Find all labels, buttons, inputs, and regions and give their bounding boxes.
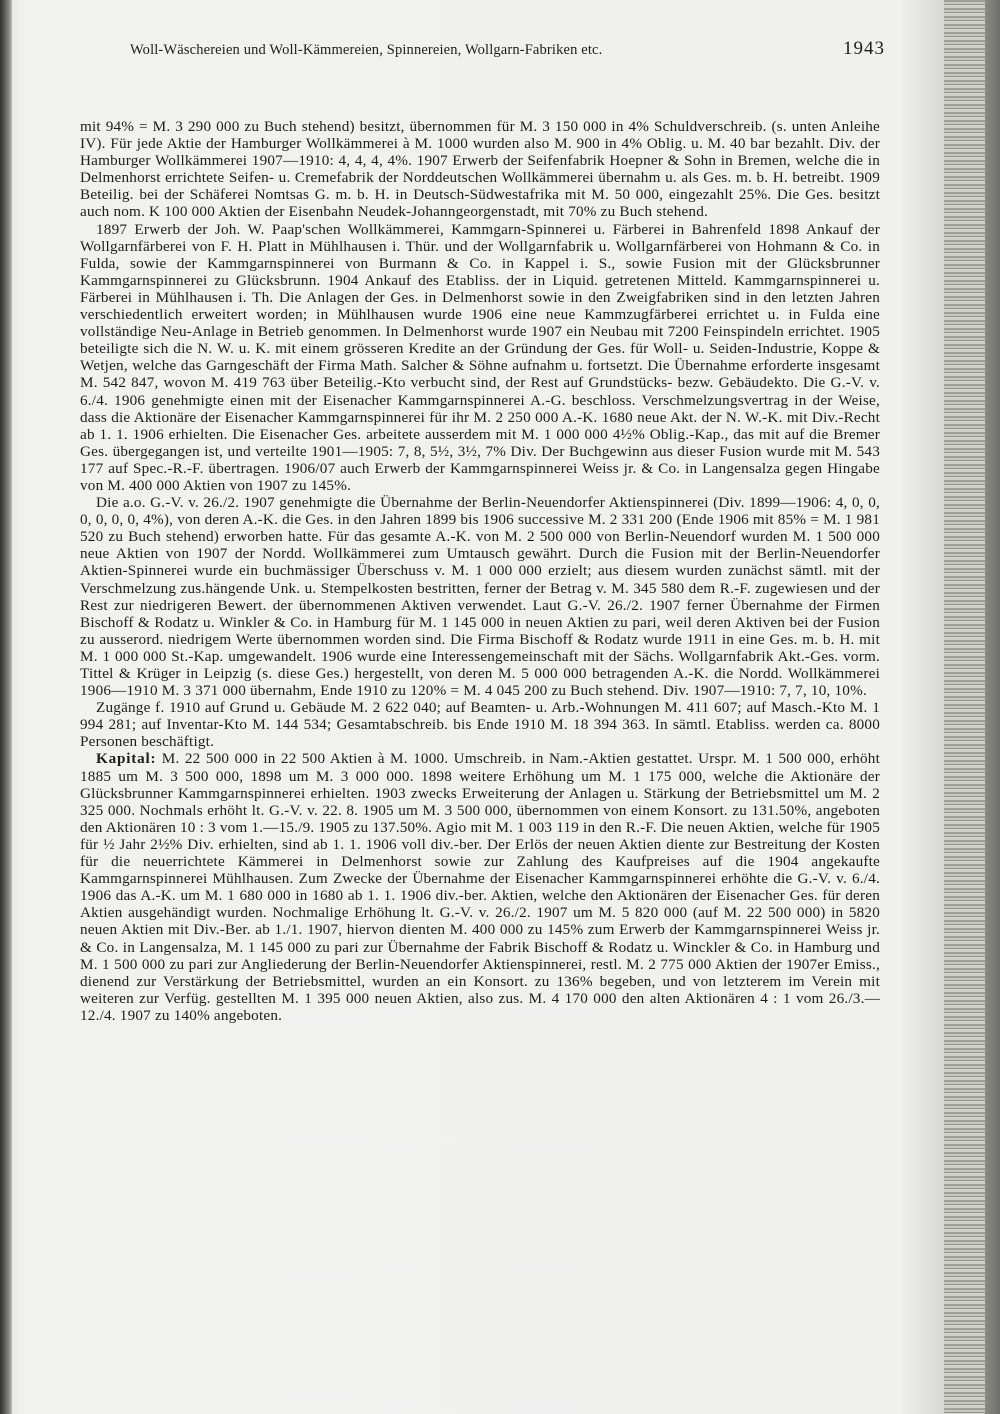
page-number: 1943 <box>843 38 885 59</box>
scan-border-right <box>985 0 1000 1414</box>
paragraph-3: Die a.o. G.-V. v. 26./2. 1907 genehmigte die Übernahme der Berlin-Neuendorfer Aktienspinnerei (Div. 1899—1906: 4, 0, 0, 0, 0, 0, 0, 4%), von deren A.-K. die Ges. in den Jahren 1899 bis 1906 successive M. 2 331 200 (Ende 1906 mit 85% = M. 1 981 520 zu Buch stehend) erworben hatte. Für das gesamte A.-K. von M. 2 500 000 von Berlin-Neuendorf wurden M. 1 500 000 neue Aktien von 1907 der Nordd. Wollkämmerei zum Umtausch gewährt. Durch die Fusion mit der Berlin-Neuendorfer Aktien-Spinnerei wurde ein buchmässiger Überschuss v. M. 1 000 000 erzielt; aus diesem wurden zunächst sämtl. mit der Verschmelzung zus.hängende Unk. u. Stempelkosten bestritten, ferner der Betrag v. M. 345 580 dem R.-F. zugewiesen und der Rest zur niedrigeren Bewert. der übernommenen Aktiven verwendet. Laut G.-V. 26./2. 1907 ferner Übernahme der Firmen Bischoff & Rodatz u. Winkler & Co. in Hamburg für M. 1 145 000 in neuen Aktien zu pari, weil deren Aktiven bei der Fusion zu ausserord. niedrigem Werte übernommen worden sind. Die Firma Bischoff & Rodatz wurde 1911 in eine Ges. m. b. H. mit M. 1 000 000 St.-Kap. umgewandelt. 1906 wurde eine Interessengemeinschaft mit der Sächs. Wollgarnfabrik Akt.-Ges. vorm. Tittel & Krüger in Leipzig (s. diese Ges.) hergestellt, von deren M. 5 000 000 betragenden A.-K. die Nordd. Wollkämmerei 1906—1910 M. 3 371 000 übernahm, Ende 1910 zu 120% = M. 4 045 200 zu Buch stehend. Div. 1907—1910: 7, 7, 10, 10%. <box>80 494 880 700</box>
binding-shadow-left <box>0 0 12 1414</box>
paragraph-4: Zugänge f. 1910 auf Grund u. Gebäude M. 2 622 040; auf Beamten- u. Arb.-Wohnungen M. 411 607; auf Masch.-Kto M. 1 994 281; auf Inventar-Kto M. 144 534; Gesamtabschreib. bis Ende 1910 M. 18 394 363. In sämtl. Etabliss. werden ca. 8000 Personen beschäftigt. <box>80 699 880 751</box>
running-header <box>80 38 885 68</box>
page-content <box>80 38 885 1024</box>
kapital-section <box>80 750 880 1024</box>
kapital-label: Kapital: <box>96 750 157 768</box>
header-title: Woll-Wäschereien und Woll-Kämmereien, Spinnereien, Wollgarn-Fabriken etc. <box>130 42 603 58</box>
paragraph-2: 1897 Erwerb der Joh. W. Paap'schen Wollkämmerei, Kammgarn-Spinnerei u. Färberei in Bahrenfeld 1898 Ankauf der Wollgarnfärberei von F. H. Platt in Mühlhausen i. Thür. und der Wollgarnfabrik u. Wollgarnfärberei von Hohmann & Co. in Fulda, sowie der Kammgarnspinnerei von Burmann & Co. in Kappel i. S., sowie Fusion mit der Glücksbrunner Kammgarnspinnerei zu Glücksbrunn. 1904 Ankauf des Etabliss. der in Liquid. getretenen Mitteld. Kammgarnspinnerei u. Färberei in Mühlhausen i. Th. Die Anlagen der Ges. in Delmenhorst sowie in den Zweigfabriken sind in den letzten Jahren verschiedentlich erweitert worden; in Mühlhausen wurde 1906 eine neue Kammzugfärberei errichtet u. in Fulda eine vollständige Neu-Anlage in Betrieb genommen. In Delmenhorst wurde 1907 ein Neubau mit 7200 Feinspindeln errichtet. 1905 beteiligte sich die N. W. u. K. mit einem grösseren Kredite an der Gründung der Ges. für Woll- u. Seiden-Industrie, Koppe & Wetjen, welche das Garngeschäft der Firma Math. Salcher & Söhne aufnahm u. fortsetzt. Die Übernahme erforderte insgesamt M. 542 847, wovon M. 419 763 über Beteilig.-Kto verbucht sind, der Rest auf Grundstücks- bezw. Gebäudekto. Die G.-V. v. 6./4. 1906 genehmigte einen mit der Eisenacher Kammgarnspinnerei A.-G. beschloss. Verschmelzungsvertrag in der Weise, dass die Aktionäre der Eisenacher Kammgarnspinnerei für ihr M. 2 250 000 A.-K. 1680 neue Akt. der N. W.-K. mit Div.-Recht ab 1. 1. 1906 erhielten. Die Eisenacher Ges. arbeitete ausserdem mit M. 1 000 000 4½% Oblig.-Kap., das mit auf die Bremer Ges. übergegangen ist, und verteilte 1901—1905: 7, 8, 5½, 3½, 7% Div. Der Buchgewinn aus dieser Fusion wurde mit M. 543 177 auf Spec.-R.-F. übertragen. 1906/07 auch Erwerb der Kammgarnspinnerei Weiss jr. & Co. in Langensalza gegen Hingabe von M. 400 000 Aktien von 1907 zu 145%. <box>80 220 880 494</box>
kapital-text: M. 22 500 000 in 22 500 Aktien à M. 1000. Umschreib. in Nam.-Aktien gestattet. Urspr. M. 1 500 000, erhöht 1885 um M. 3 500 000, 1898 um M. 3 000 000. 1898 weitere Erhöhung um M. 1 175 000, welche die Aktionäre der Glücksbrunner Kammgarnspinnerei erhielten. 1903 zwecks Erweiterung der Anlagen u. Stärkung der Betriebsmittel um M. 2 325 000. Nochmals erhöht lt. G.-V. v. 22. 8. 1905 um M. 3 500 000, übernommen von einem Konsort. zu 131.50%, angeboten den Aktionären 10 : 3 vom 1.—15./9. 1905 zu 137.50%. Agio mit M. 1 003 119 in den R.-F. Die neuen Aktien, welche für 1905 für ½ Jahr 2½% Div. erhielten, sind ab 1. 1. 1906 voll div.-ber. Der Erlös der neuen Aktien diente zur Bestreitung der Kosten für die neuerrichtete Kämmerei in Delmenhorst sowie zur Zahlung des Kaufpreises auf die 1904 angekaufte Kammgarnspinnerei Mühlhausen. Zum Zwecke der Übernahme der Eisenacher Kammgarnspinnerei erhöhte die G.-V. v. 6./4. 1906 das A.-K. um M. 1 680 000 in 1680 ab 1. 1. 1906 div.-ber. Aktien, welche den Aktionären der Eisenacher Ges. für deren Aktien ausgehändigt wurden. Nochmalige Erhöhung lt. G.-V. v. 26./2. 1907 um M. 5 820 000 (auf M. 22 500 000) in 5820 neuen Aktien mit Div.-Ber. ab 1./1. 1907, hiervon dienten M. 400 000 zu 145% zum Erwerb der Kammgarnspinnerei Weiss jr. & Co. in Langensalza, M. 1 145 000 zu pari zur Übernahme der Fabrik Bischoff & Rodatz u. Winckler & Co. in Hamburg und M. 1 500 000 zu pari zur Angliederung der Berlin-Neuendorfer Aktienspinnerei, restl. M. 2 775 000 Aktien der 1907er Emiss., dienend zur Verstärkung der Betriebsmittel, wurden an ein Konsort. zu 136% begeben, und von letzterem im Verein mit weiteren zur Verfüg. gestellten M. 1 395 000 neuen Aktien, also zus. M. 4 170 000 den alten Aktionären 4 : 1 vom 26./3.—12./4. 1907 zu 140% angeboten. <box>80 750 880 1024</box>
paragraph-1: mit 94% = M. 3 290 000 zu Buch stehend) besitzt, übernommen für M. 3 150 000 in 4% Schuldverschreib. (s. unten Anleihe IV). Für jede Aktie der Hamburger Wollkämmerei à M. 1000 wurden also M. 900 in 4% Oblig. u. M. 40 bar bezahlt. Div. der Hamburger Wollkämmerei 1907—1910: 4, 4, 4, 4%. 1907 Erwerb der Seifenfabrik Hoepner & Sohn in Bremen, welche die in Delmenhorst errichtete Seifen- u. Cremefabrik der Norddeutschen Wollkämmerei übernahm u. als Ges. m. b. H. betreibt. 1909 Beteilig. bei der Schäferei Nomtsas G. m. b. H. in Deutsch-Südwestafrika mit M. 50 000, eingezahlt 25%. Die Ges. besitzt auch nom. K 100 000 Aktien der Eisenbahn Neudek-Johanngeorgenstadt, mit 70% zu Buch stehend. <box>80 118 880 221</box>
